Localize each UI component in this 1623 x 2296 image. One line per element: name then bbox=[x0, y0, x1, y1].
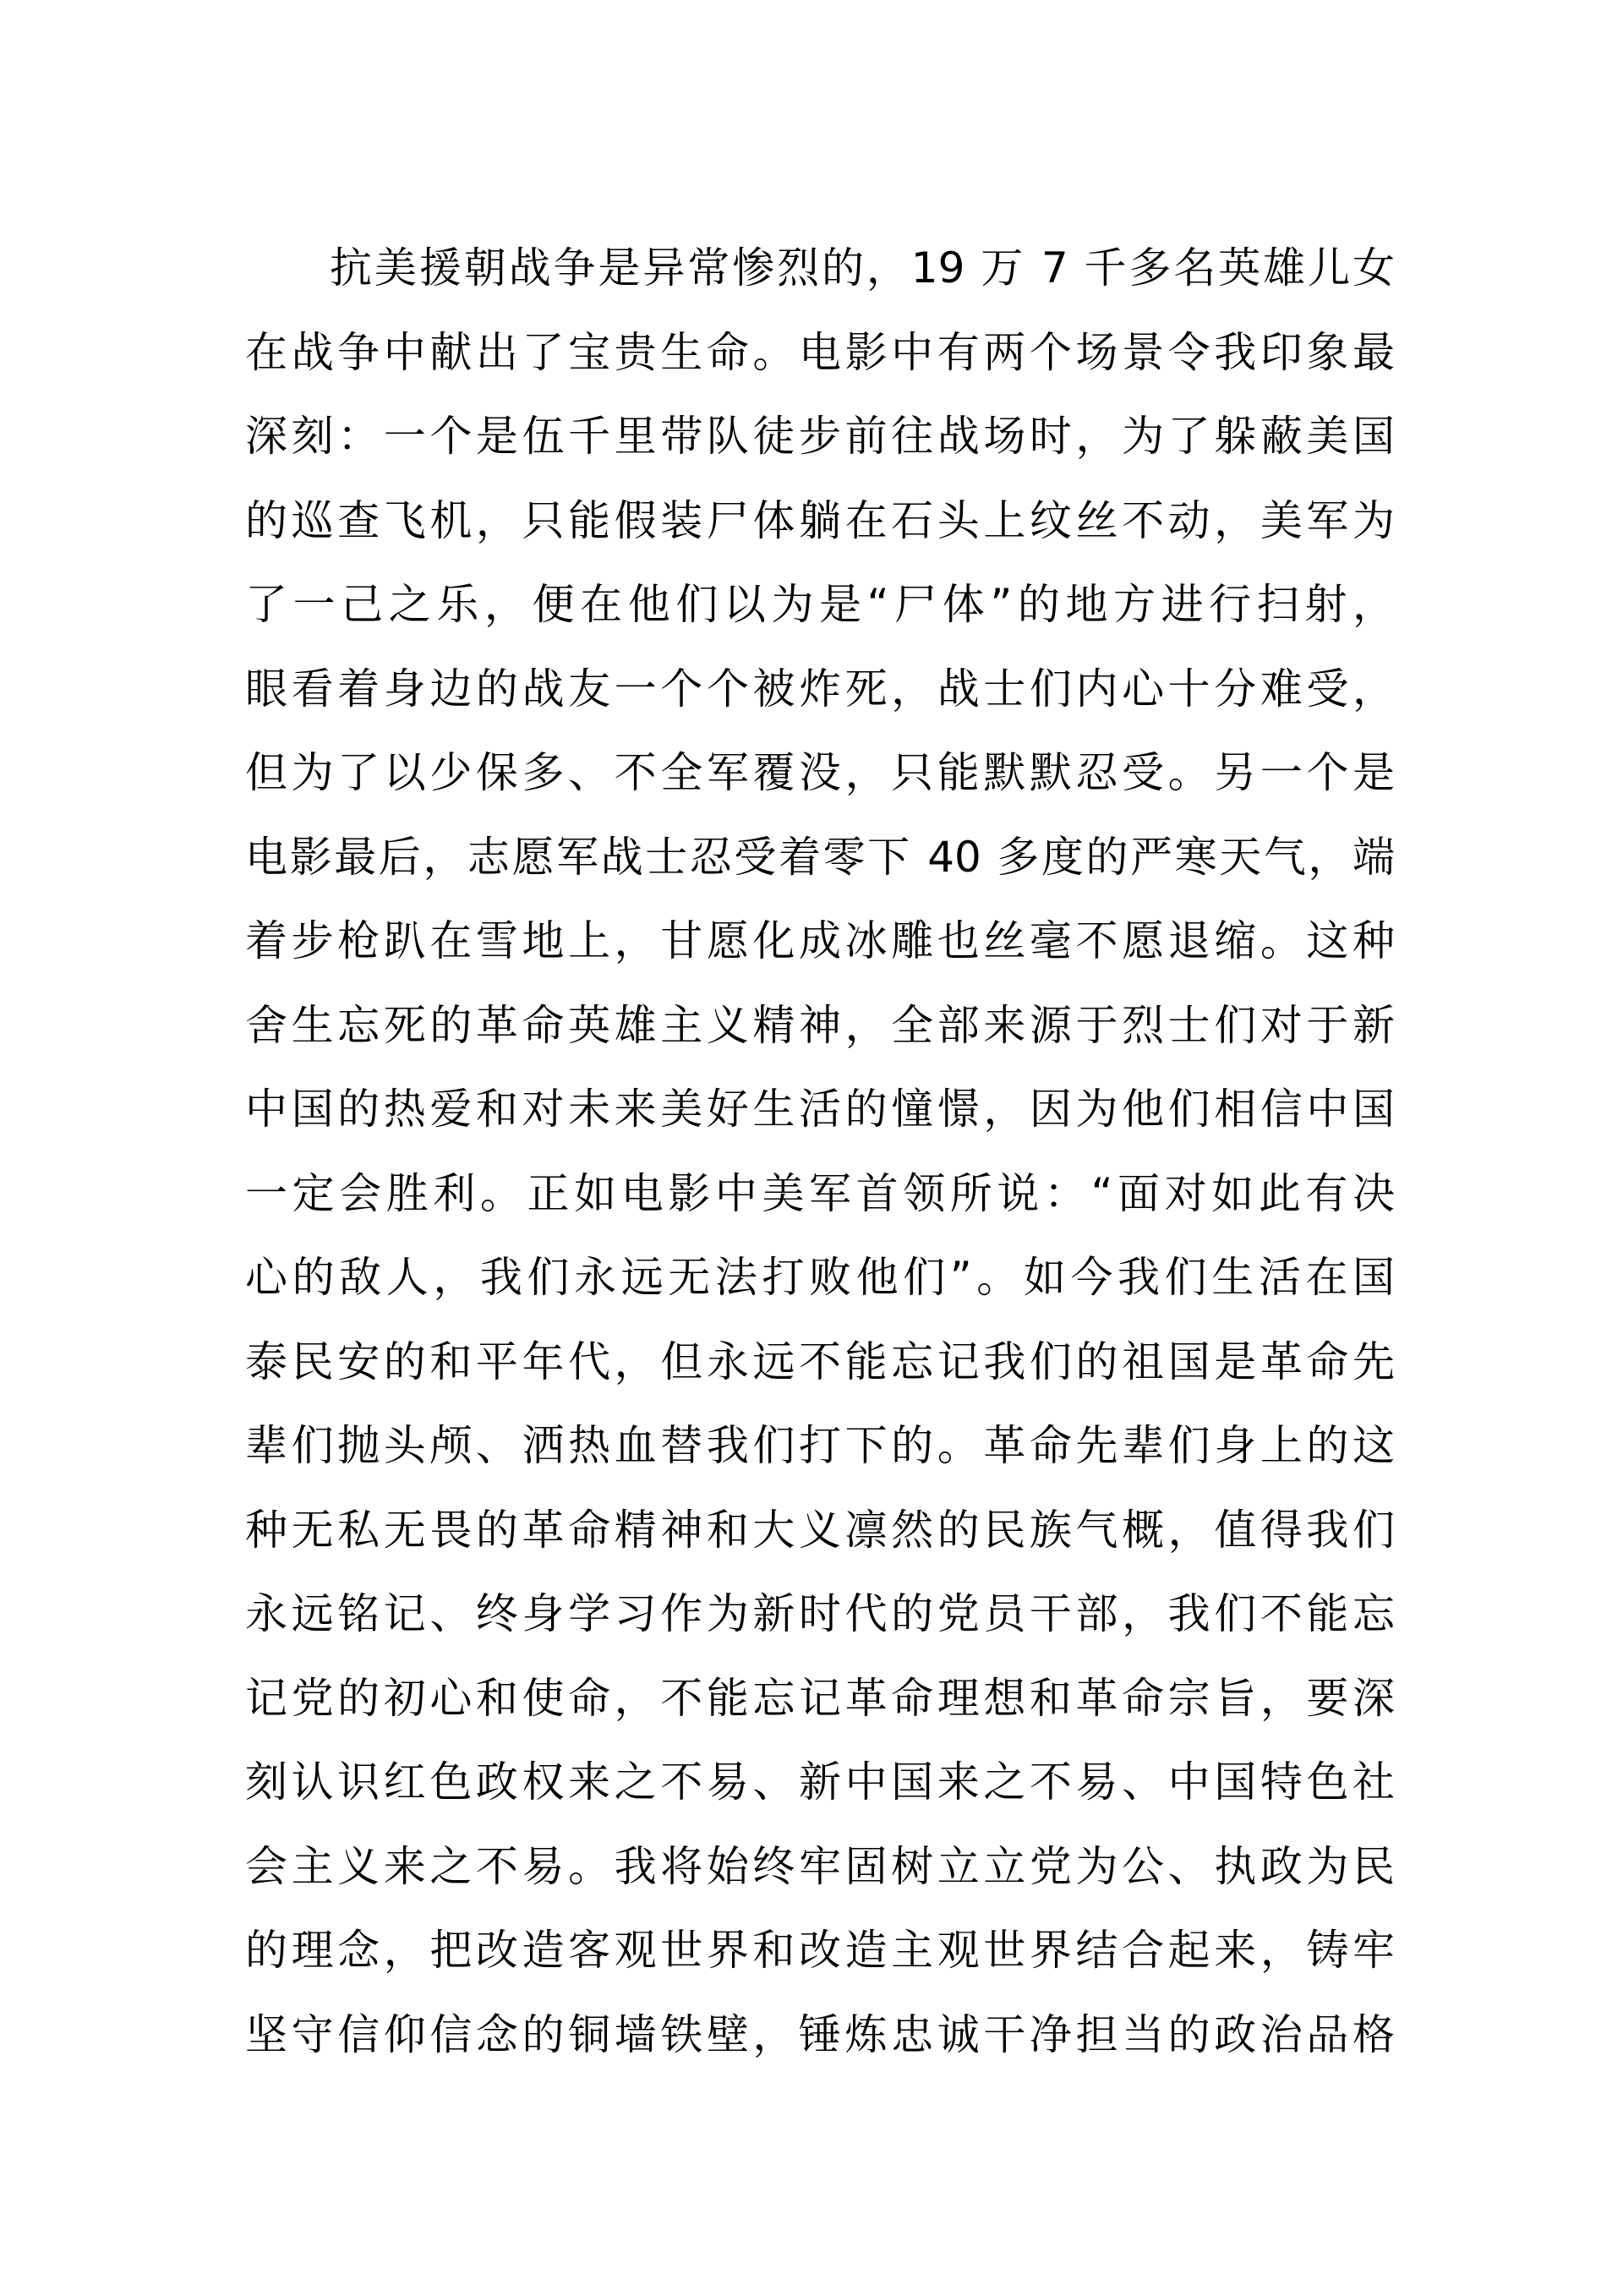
text-line: 刻认识红色政权来之不易、新中国来之不易、中国特色社 bbox=[245, 1758, 1395, 1807]
text-line: 会主义来之不易。我将始终牢固树立立党为公、执政为民 bbox=[245, 1841, 1395, 1891]
text-line: 永远铭记、终身学习作为新时代的党员干部，我们不能忘 bbox=[245, 1589, 1395, 1638]
text-line: 深刻：一个是伍千里带队徒步前往战场时，为了躲蔽美国 bbox=[245, 412, 1395, 461]
text-line: 电影最后，志愿军战士忍受着零下 40 多度的严寒天气，端 bbox=[245, 832, 1395, 882]
text-line: 记党的初心和使命，不能忘记革命理想和革命宗旨，要深 bbox=[245, 1673, 1395, 1723]
text-line: 一定会胜利。正如电影中美军首领所说：“面对如此有决 bbox=[245, 1168, 1395, 1218]
text-line: 眼看着身边的战友一个个被炸死，战士们内心十分难受， bbox=[245, 664, 1395, 713]
text-line: 辈们抛头颅、洒热血替我们打下的。革命先辈们身上的这 bbox=[245, 1421, 1395, 1470]
text-line: 但为了以少保多、不全军覆没，只能默默忍受。另一个是 bbox=[245, 748, 1395, 797]
body-paragraph bbox=[245, 227, 1395, 2077]
text-line: 种无私无畏的革命精神和大义凛然的民族气概，值得我们 bbox=[245, 1505, 1395, 1555]
text-line: 中国的热爱和对未来美好生活的憧憬，因为他们相信中国 bbox=[245, 1085, 1395, 1134]
text-line: 的理念，把改造客观世界和改造主观世界结合起来，铸牢 bbox=[245, 1926, 1395, 1975]
text-line: 着步枪趴在雪地上，甘愿化成冰雕也丝毫不愿退缩。这种 bbox=[245, 916, 1395, 965]
text-line: 坚守信仰信念的铜墙铁壁，锤炼忠诚干净担当的政治品格 bbox=[245, 2009, 1395, 2059]
text-line: 舍生忘死的革命英雄主义精神，全部来源于烈士们对于新 bbox=[245, 1000, 1395, 1050]
text-line: 在战争中献出了宝贵生命。电影中有两个场景令我印象最 bbox=[245, 327, 1395, 377]
text-line: 了一己之乐，便在他们以为是“尸体”的地方进行扫射， bbox=[245, 580, 1395, 629]
text-line: 泰民安的和平年代，但永远不能忘记我们的祖国是革命先 bbox=[245, 1337, 1395, 1386]
text-line: 心的敌人，我们永远无法打败他们”。如今我们生活在国 bbox=[245, 1253, 1395, 1302]
text-line: 抗美援朝战争是异常惨烈的，19 万 7 千多名英雄儿女 bbox=[330, 243, 1395, 292]
text-line: 的巡查飞机，只能假装尸体躺在石头上纹丝不动，美军为 bbox=[245, 495, 1395, 545]
